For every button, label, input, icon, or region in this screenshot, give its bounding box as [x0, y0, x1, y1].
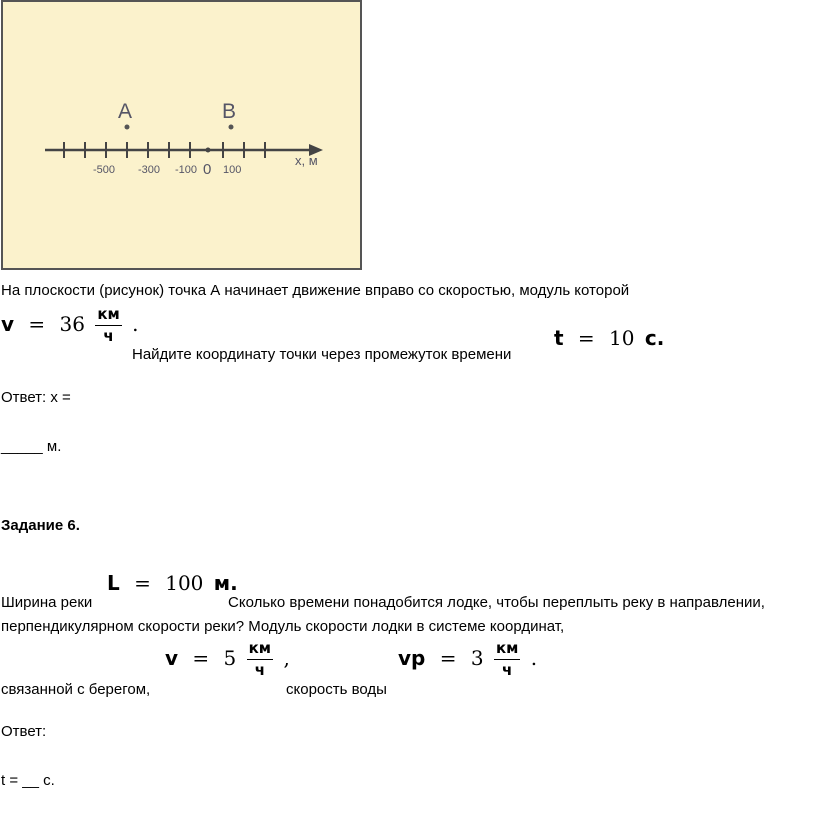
task5-answer-blank: _____ м.	[1, 438, 62, 455]
l-value: 100	[165, 571, 204, 595]
tick-label-zero: 0	[203, 161, 212, 178]
point-b-label: B	[222, 100, 237, 123]
task6-v-formula	[165, 640, 290, 679]
eq-sign: =	[577, 326, 595, 350]
v-var: v	[1, 312, 15, 336]
l-unit: м.	[213, 571, 238, 595]
tick-label-minus100: -100	[175, 164, 198, 176]
tick-label-100: 100	[223, 164, 242, 176]
point-a-dot	[125, 125, 130, 130]
vp-value: 3	[470, 646, 484, 670]
t-unit: с.	[644, 326, 665, 350]
unit-fraction: $\frac{км}{ч}$	[97, 305, 120, 345]
task5-line2: Найдите координату точки через промежуток времени	[132, 346, 512, 363]
eq-sign: =	[28, 312, 46, 336]
vp-var: vp	[398, 646, 426, 670]
task5-line1: На плоскости (рисунок) точка А начинает движение вправо со скоростью, модуль которой	[1, 282, 630, 299]
eq-sign: =	[439, 646, 457, 670]
axis-label: х, м	[295, 153, 318, 168]
formula-end: .	[530, 646, 538, 670]
task5-t-formula	[554, 326, 664, 350]
number-line-figure	[1, 0, 362, 270]
t-value: 10	[609, 326, 635, 350]
v-value: 5	[223, 646, 237, 670]
task6-line3-a: связанной с берегом,	[1, 681, 151, 698]
origin-dot	[206, 148, 211, 153]
task6-vp-formula	[398, 640, 537, 679]
formula-end: ,	[283, 646, 290, 670]
eq-sign: =	[134, 571, 151, 595]
formula-end: .	[132, 312, 139, 336]
number-line-diagram	[3, 2, 360, 268]
task5-answer-label: Ответ: х =	[1, 389, 71, 406]
l-var: L	[107, 571, 120, 595]
task6-line2: перпендикулярном скорости реки? Модуль скорости лодки в системе координат,	[1, 618, 565, 635]
unit-fraction: $\frac{км}{ч}$	[248, 639, 272, 679]
task6-line3-b: скорость воды	[286, 681, 387, 698]
eq-sign: =	[192, 646, 210, 670]
task5-v-formula	[1, 306, 139, 345]
task6-heading: Задание 6.	[1, 517, 80, 534]
tick-label-minus500: -500	[93, 164, 116, 176]
v-var: v	[165, 646, 179, 670]
unit-fraction: $\frac{км}{ч}$	[495, 639, 519, 679]
task6-line1-rest: Сколько времени понадобится лодке, чтобы переплыть реку в направлении,	[228, 594, 765, 611]
task6-answer-blank: t = __ с.	[1, 772, 55, 789]
task6-answer-label: Ответ:	[1, 723, 47, 740]
tick-label-minus300: -300	[138, 164, 161, 176]
point-b-dot	[229, 125, 234, 130]
task6-l-formula	[107, 571, 238, 595]
t-var: t	[554, 326, 564, 350]
point-a-label: A	[118, 100, 133, 123]
v-value: 36	[59, 312, 85, 336]
task6-width-prefix: Ширина реки	[1, 594, 93, 611]
